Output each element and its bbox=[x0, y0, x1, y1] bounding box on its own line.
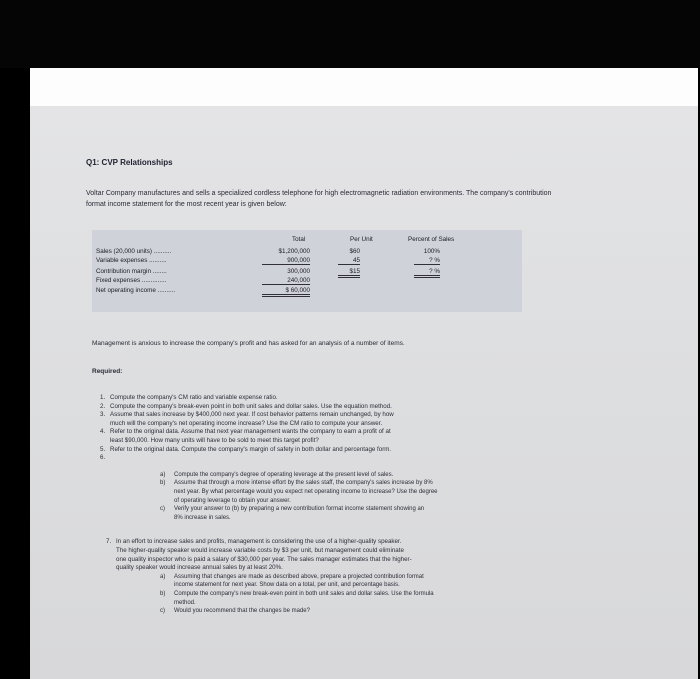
header-per-unit: Per Unit bbox=[350, 236, 373, 243]
intro-paragraph: Voltar Company manufactures and sells a specialized cordless telephone for high electromagnetic radiation environments. The company's contribution format income statement for the most recent year is given below: bbox=[86, 190, 552, 208]
text-line: Compute the company's new break-even point in both unit sales and dollar sales. Use the formula bbox=[174, 591, 434, 597]
text-line: much will the company's net operating income increase? Use the CM ratio to compute your answer. bbox=[110, 419, 383, 427]
subpart-letter: c) bbox=[160, 608, 165, 615]
requirement-number: 1. bbox=[100, 394, 106, 401]
text-line: 8% increase in sales. bbox=[174, 514, 231, 521]
photo-dark-border bbox=[0, 0, 700, 68]
requirement-text bbox=[110, 394, 550, 403]
document-page bbox=[30, 106, 698, 679]
text-line: Compute the company's CM ratio and variable expense ratio. bbox=[110, 394, 278, 401]
page-content bbox=[30, 106, 698, 679]
management-paragraph: Management is anxious to increase the company's profit and has asked for an analysis of a number of items. bbox=[92, 340, 405, 347]
text-line: of operating leverage to obtain your answer. bbox=[174, 497, 291, 504]
text-line: least $90,000. How many units will have to be sold to meet this target profit? bbox=[110, 436, 319, 444]
question-title: Q1: CVP Relationships bbox=[86, 158, 173, 167]
requirement-number: 3. bbox=[100, 411, 106, 419]
text-line: Would you recommend that the changes be made? bbox=[174, 608, 310, 615]
requirement-number: 7. bbox=[106, 538, 112, 546]
subpart-letter: c) bbox=[160, 506, 165, 513]
page-top-blank-strip bbox=[30, 68, 698, 106]
header-total: Total bbox=[292, 236, 306, 243]
statement-row-label: Sales (20,000 units) .......... bbox=[96, 248, 172, 255]
statement-per-unit-value: $60 bbox=[349, 248, 360, 255]
subpart-letter: a) bbox=[160, 573, 166, 580]
statement-total-value: 300,000 bbox=[287, 268, 310, 275]
requirement-text bbox=[110, 411, 550, 428]
text-line: Assuming that changes are made as described above, prepare a projected contribution format bbox=[174, 573, 424, 580]
subpart-text bbox=[174, 573, 424, 590]
text-line: Compute the company's degree of operating leverage at the present level of sales. bbox=[174, 471, 394, 478]
statement-row-label: Net operating income .......... bbox=[96, 287, 176, 294]
requirement-text bbox=[110, 403, 550, 412]
statement-total-value: $1,200,000 bbox=[278, 248, 310, 255]
text-line: quality speaker would increase annual sales by at least 20%. bbox=[116, 564, 283, 572]
statement-percent-value: 100% bbox=[423, 248, 440, 255]
statement-row-label: Contribution margin ........ bbox=[96, 268, 167, 275]
subpart-text bbox=[174, 471, 393, 480]
statement-per-unit-value: 45 bbox=[338, 257, 360, 265]
subpart-text bbox=[174, 479, 438, 505]
statement-total-value: $ 60,000 bbox=[262, 287, 310, 297]
text-line: Assume that sales increase by $400,000 next year. If cost behavior patterns remain unchanged, by how bbox=[110, 411, 394, 419]
income-statement-table bbox=[92, 230, 522, 312]
text-line: one quality inspector who is paid a salary of $30,000 per year. The sales manager estimates that the higher- bbox=[116, 555, 412, 563]
subpart-text bbox=[174, 590, 434, 607]
statement-percent-value: ? % bbox=[414, 268, 440, 278]
subpart-letter: b) bbox=[160, 480, 166, 487]
statement-row-label: Variable expenses .......... bbox=[96, 257, 167, 264]
text-line: income statement for next year. Show data on a total, per unit, and percentage basis. bbox=[174, 582, 400, 589]
requirement-number: 6. bbox=[100, 454, 106, 462]
statement-total-value: 240,000 bbox=[262, 277, 310, 285]
statement-total-value: 900,000 bbox=[262, 257, 310, 265]
requirement-number: 4. bbox=[100, 428, 106, 436]
statement-percent-value: ? % bbox=[414, 257, 440, 265]
text-line: next year. By what percentage would you expect net operating income to increase? Use the degree bbox=[174, 488, 438, 495]
subpart-text bbox=[174, 607, 310, 616]
requirement-text bbox=[110, 428, 550, 445]
text-line: In an effort to increase sales and profits, management is considering the use of a higher-quality speaker. bbox=[116, 538, 402, 546]
subpart-letter: b) bbox=[160, 591, 166, 597]
text-line: The higher-quality speaker would increase variable costs by $3 per unit, but management could eliminate bbox=[116, 546, 404, 554]
text-line: Compute the company's break-even point in both unit sales and dollar sales. Use the equation method. bbox=[110, 402, 392, 410]
requirement-number: 2. bbox=[100, 402, 106, 410]
header-percent-of-sales: Percent of Sales bbox=[408, 236, 455, 243]
subpart-letter: a) bbox=[160, 471, 166, 478]
statement-per-unit-value: $15 bbox=[338, 268, 360, 278]
text-line: Refer to the original data. Assume that next year management wants the company to earn a profit of at bbox=[110, 428, 391, 436]
text-line: Refer to the original data. Compute the company's margin of safety in both dollar and percentage form. bbox=[110, 445, 392, 453]
requirement-text bbox=[110, 446, 550, 455]
statement-row-label: Fixed expenses .............. bbox=[96, 277, 167, 284]
required-heading: Required: bbox=[92, 368, 123, 375]
subpart-text bbox=[174, 505, 424, 522]
requirement-text bbox=[116, 538, 556, 572]
text-line: method. bbox=[174, 599, 196, 606]
text-line: Verify your answer to (b) by preparing a new contribution format income statement showing an bbox=[174, 506, 425, 513]
text-line: Assume that through a more intense effort by the sales staff, the company's sales increase by 8% bbox=[174, 480, 433, 487]
requirement-number: 5. bbox=[100, 445, 106, 453]
